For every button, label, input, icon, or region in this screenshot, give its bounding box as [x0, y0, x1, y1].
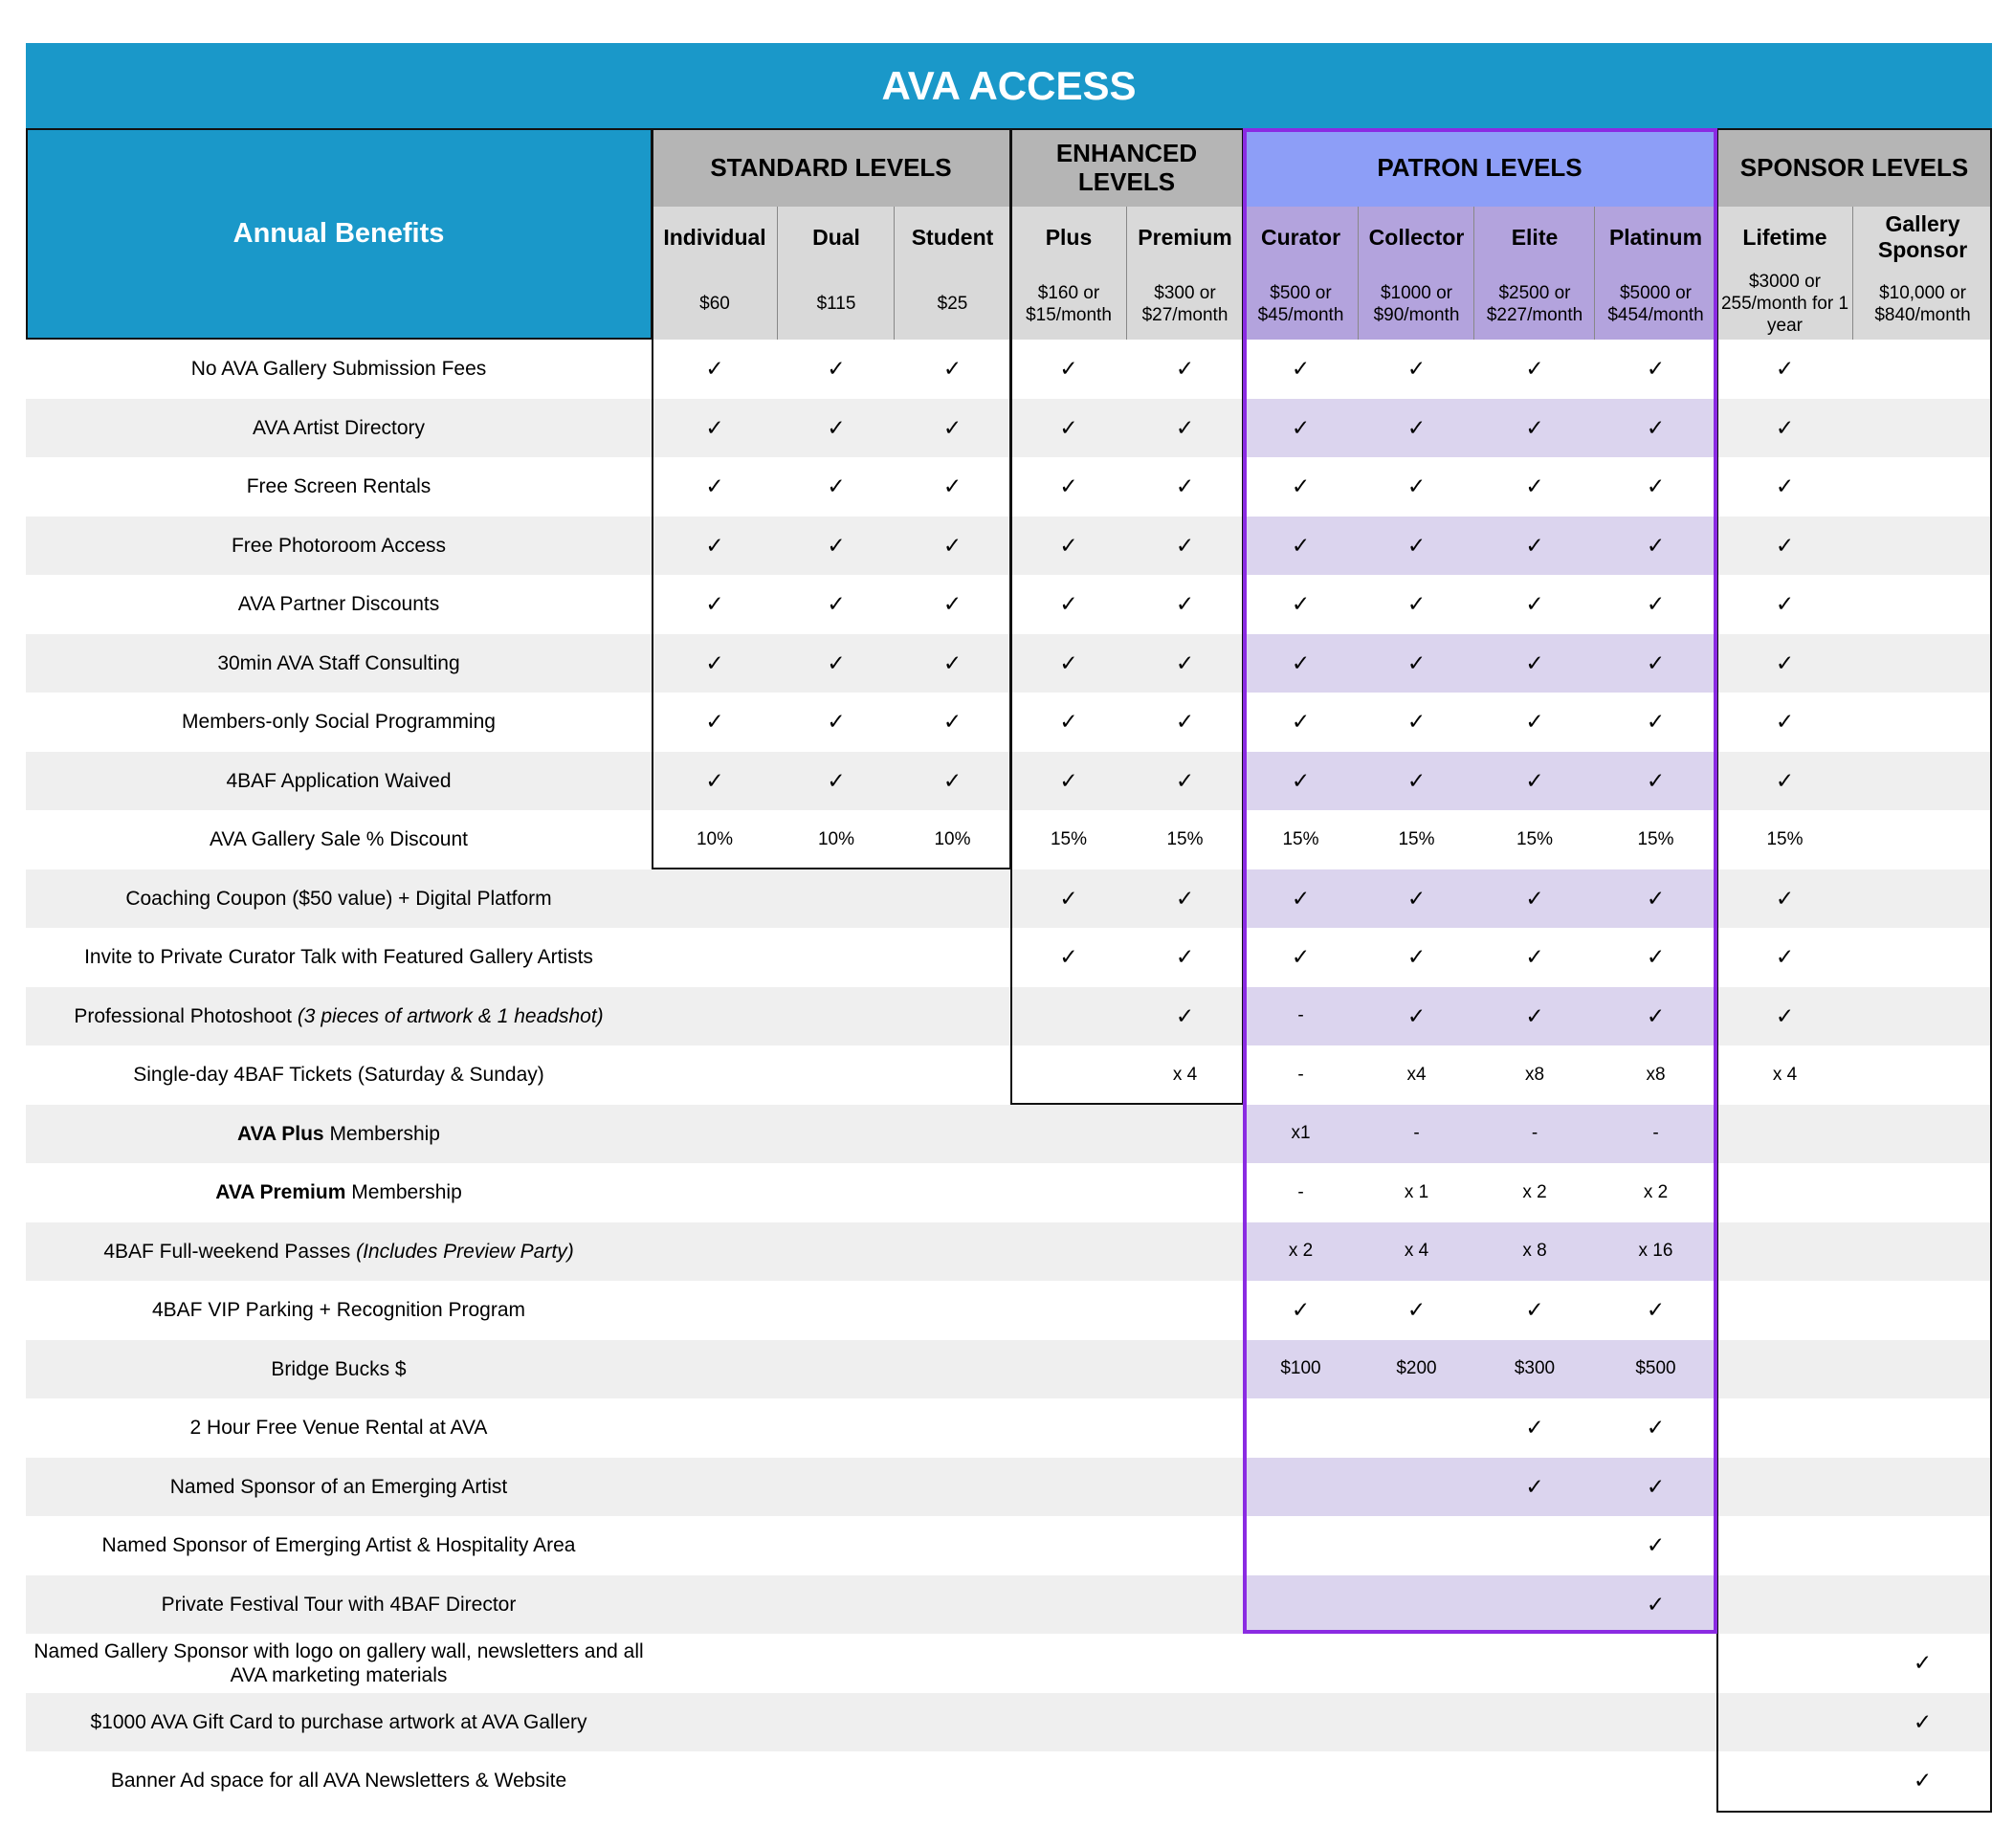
check-mark: ✓: [1406, 767, 1427, 793]
benefit-label-text: [271, 1357, 406, 1381]
benefit-label-main: Named Gallery Sponsor with logo on gallery wall, newsletters and all AVA marketing materials: [33, 1639, 649, 1686]
benefit-value: -: [1413, 1123, 1420, 1144]
benefit-label: [26, 575, 652, 634]
group-sponsor-levels: SPONSOR LEVELS: [1716, 128, 1992, 207]
check-mark: ✓: [705, 709, 724, 735]
check-mark: ✓: [1175, 767, 1195, 793]
check-mark: ✓: [705, 591, 724, 617]
check-mark: ✓: [1175, 944, 1195, 970]
group-standard-levels: STANDARD LEVELS: [652, 128, 1010, 207]
benefit-label-main: No AVA Gallery Submission Fees: [190, 358, 487, 381]
check-mark: ✓: [1525, 649, 1544, 675]
check-mark: ✓: [1646, 944, 1666, 970]
check-mark: ✓: [827, 356, 846, 382]
benefit-value: $500: [1635, 1358, 1676, 1379]
check-mark: ✓: [705, 649, 724, 675]
check-mark: ✓: [1059, 709, 1078, 735]
check-mark: ✓: [1406, 532, 1427, 558]
check-mark: ✓: [1291, 532, 1311, 558]
benefit-value: $100: [1280, 1358, 1321, 1379]
benefit-label-text: [232, 534, 446, 558]
level-price: $1000 or $90/month: [1373, 282, 1460, 325]
check-mark: ✓: [705, 767, 724, 793]
check-mark: ✓: [1525, 591, 1544, 617]
level-header-elite: [1474, 207, 1595, 340]
benefit-label-main: Invite to Private Curator Talk with Featured Gallery Artists: [84, 946, 593, 969]
benefit-label: [26, 1340, 652, 1399]
check-mark: ✓: [1291, 414, 1311, 440]
check-mark: ✓: [1059, 944, 1078, 970]
level-header-lifetime: [1716, 207, 1853, 340]
benefit-value: x1: [1291, 1123, 1311, 1144]
benefit-value: 15%: [1166, 828, 1204, 849]
level-price: $160 or $15/month: [1026, 282, 1112, 325]
check-mark: ✓: [827, 532, 846, 558]
check-mark: ✓: [1525, 1002, 1544, 1028]
check-mark: ✓: [1291, 473, 1311, 499]
benefit-label-text: [217, 651, 459, 675]
benefit-label: [26, 1516, 652, 1575]
benefit-value: x 16: [1638, 1241, 1673, 1262]
check-mark: ✓: [827, 414, 846, 440]
benefit-label-main: Professional Photoshoot: [74, 1004, 298, 1027]
group-patron-levels: PATRON LEVELS: [1243, 128, 1716, 207]
benefit-label-bold: AVA Premium: [215, 1181, 346, 1204]
level-price: $300 or $27/month: [1141, 282, 1228, 325]
benefit-label-main: Bridge Bucks $: [271, 1357, 407, 1380]
check-mark: ✓: [1646, 414, 1666, 440]
check-mark: ✓: [1775, 356, 1795, 382]
check-mark: ✓: [1406, 1297, 1427, 1323]
benefit-label: [26, 1751, 652, 1811]
benefit-label-text: [190, 1416, 488, 1440]
check-mark: ✓: [1913, 1708, 1933, 1734]
check-mark: ✓: [827, 649, 846, 675]
check-mark: ✓: [1525, 414, 1544, 440]
level-header-platinum: [1595, 207, 1716, 340]
check-mark: ✓: [1775, 649, 1795, 675]
check-mark: ✓: [1175, 414, 1195, 440]
benefit-value: 15%: [1050, 828, 1088, 849]
benefit-value: -: [1297, 1005, 1304, 1026]
benefit-label: [26, 399, 652, 458]
check-mark: ✓: [1059, 649, 1078, 675]
check-mark: ✓: [1406, 1002, 1427, 1028]
benefit-label-main: Named Sponsor of an Emerging Artist: [169, 1475, 508, 1498]
check-mark: ✓: [1646, 1415, 1666, 1441]
benefit-label-main: Private Festival Tour with 4BAF Director: [161, 1593, 517, 1616]
check-mark: ✓: [1525, 356, 1544, 382]
benefit-value: -: [1297, 1181, 1304, 1202]
benefit-label-text: [215, 1180, 462, 1204]
check-mark: ✓: [705, 532, 724, 558]
benefit-label-text: [210, 827, 468, 851]
benefit-value: x 8: [1522, 1241, 1547, 1262]
benefit-label: [26, 517, 652, 576]
benefit-label-text: [170, 1475, 508, 1499]
benefit-label-text: [90, 1710, 586, 1734]
benefit-value: -: [1652, 1123, 1659, 1144]
check-mark: ✓: [1406, 356, 1427, 382]
benefit-label: [26, 987, 652, 1046]
level-name: Platinum: [1608, 224, 1703, 250]
check-mark: ✓: [1406, 885, 1427, 911]
check-mark: ✓: [1646, 1591, 1666, 1617]
check-mark: ✓: [827, 767, 846, 793]
benefit-label-main: Membership: [323, 1122, 440, 1145]
benefit-value: 10%: [696, 828, 734, 849]
benefit-label: [26, 1458, 652, 1517]
benefit-label-main: Coaching Coupon ($50 value) + Digital Platform: [125, 887, 552, 910]
check-mark: ✓: [705, 356, 724, 382]
annual-benefits-header: Annual Benefits: [26, 128, 652, 340]
benefit-value: -: [1531, 1123, 1538, 1144]
check-mark: ✓: [1646, 532, 1666, 558]
check-mark: ✓: [1775, 473, 1795, 499]
check-mark: ✓: [1775, 532, 1795, 558]
check-mark: ✓: [1175, 532, 1195, 558]
check-mark: ✓: [1291, 767, 1311, 793]
check-mark: ✓: [1525, 767, 1544, 793]
check-mark: ✓: [1775, 414, 1795, 440]
check-mark: ✓: [942, 709, 963, 735]
group-enhanced-levels: ENHANCED LEVELS: [1010, 128, 1243, 207]
benefit-label: [26, 1398, 652, 1458]
check-mark: ✓: [1291, 649, 1311, 675]
benefit-label: [26, 810, 652, 869]
check-mark: ✓: [1646, 1002, 1666, 1028]
benefit-value: 10%: [817, 828, 855, 849]
benefit-label-main: Membership: [345, 1181, 462, 1204]
benefit-value: 15%: [1766, 828, 1804, 849]
benefit-label-main: 2 Hour Free Venue Rental at AVA: [189, 1417, 488, 1440]
benefit-label-bold: AVA Plus: [236, 1122, 324, 1145]
check-mark: ✓: [1175, 885, 1195, 911]
benefit-value: x8: [1524, 1064, 1545, 1085]
level-name: Dual: [812, 224, 860, 250]
check-mark: ✓: [1525, 1415, 1544, 1441]
check-mark: ✓: [1525, 709, 1544, 735]
benefit-label-main: Free Photoroom Access: [231, 534, 447, 557]
check-mark: ✓: [1525, 944, 1544, 970]
benefit-value: x 4: [1172, 1064, 1198, 1085]
level-price: $5000 or $454/month: [1607, 282, 1704, 325]
benefit-label: [26, 1693, 652, 1752]
check-mark: ✓: [1525, 1297, 1544, 1323]
check-mark: ✓: [942, 591, 963, 617]
check-mark: ✓: [1291, 709, 1311, 735]
check-mark: ✓: [827, 709, 846, 735]
check-mark: ✓: [1646, 1473, 1666, 1499]
benefit-label: [26, 1163, 652, 1222]
check-mark: ✓: [1059, 356, 1078, 382]
check-mark: ✓: [1175, 649, 1195, 675]
check-mark: ✓: [1291, 944, 1311, 970]
benefit-value: x 2: [1288, 1241, 1314, 1262]
check-mark: ✓: [1646, 767, 1666, 793]
benefit-value: x 4: [1404, 1241, 1429, 1262]
benefit-value: x4: [1406, 1064, 1427, 1085]
level-price: $10,000 or $840/month: [1874, 282, 1971, 325]
check-mark: ✓: [942, 532, 963, 558]
benefit-label-main: Free Screen Rentals: [246, 475, 432, 498]
benefit-label-text: [238, 592, 439, 616]
check-mark: ✓: [1059, 473, 1078, 499]
level-name: Elite: [1511, 224, 1559, 250]
check-mark: ✓: [1646, 1532, 1666, 1558]
benefit-label-main: AVA Partner Discounts: [237, 593, 440, 616]
check-mark: ✓: [1175, 709, 1195, 735]
check-mark: ✓: [942, 473, 963, 499]
benefit-label-text: [253, 416, 425, 440]
check-mark: ✓: [1291, 591, 1311, 617]
check-mark: ✓: [1291, 356, 1311, 382]
check-mark: ✓: [1775, 709, 1795, 735]
check-mark: ✓: [1059, 532, 1078, 558]
check-mark: ✓: [1406, 473, 1427, 499]
benefit-value: x 2: [1522, 1181, 1547, 1202]
check-mark: ✓: [1913, 1768, 1933, 1793]
benefit-label-text: [191, 357, 487, 381]
benefit-value: 15%: [1637, 828, 1674, 849]
benefit-label-main: Banner Ad space for all AVA Newsletters & Website: [110, 1770, 567, 1793]
check-mark: ✓: [1059, 885, 1078, 911]
benefit-label-text: [102, 1533, 576, 1557]
check-mark: ✓: [942, 649, 963, 675]
level-header-curator: [1243, 207, 1359, 340]
benefit-label: [26, 693, 652, 752]
benefit-value: x 1: [1404, 1181, 1429, 1202]
benefit-label-main: 4BAF Application Waived: [226, 769, 452, 792]
check-mark: ✓: [942, 414, 963, 440]
benefit-value: x8: [1646, 1064, 1666, 1085]
check-mark: ✓: [1059, 414, 1078, 440]
level-price: $2500 or $227/month: [1486, 282, 1583, 325]
benefit-label-main: AVA Artist Directory: [252, 416, 426, 439]
check-mark: ✓: [1775, 767, 1795, 793]
benefit-label-text: [111, 1769, 566, 1793]
check-mark: ✓: [1406, 944, 1427, 970]
benefit-label-text: [133, 1063, 544, 1087]
check-mark: ✓: [1059, 767, 1078, 793]
check-mark: ✓: [1646, 709, 1666, 735]
check-mark: ✓: [1646, 649, 1666, 675]
level-name: Premium: [1138, 224, 1232, 250]
benefit-label-text: [84, 945, 593, 969]
benefit-label-text: [152, 1298, 525, 1322]
benefit-label-main: 4BAF VIP Parking + Recognition Program: [151, 1299, 526, 1322]
check-mark: ✓: [1291, 885, 1311, 911]
benefit-value: 15%: [1398, 828, 1435, 849]
benefit-label-text: [162, 1593, 517, 1617]
benefit-label: [26, 928, 652, 987]
benefit-label: [26, 340, 652, 399]
benefit-label-main: 4BAF Full-weekend Passes: [103, 1240, 357, 1263]
benefit-value: x 4: [1772, 1064, 1798, 1085]
level-name: Individual: [663, 224, 766, 250]
benefit-value: 15%: [1282, 828, 1319, 849]
benefit-label-main: 30min AVA Staff Consulting: [217, 651, 460, 674]
benefit-label-text: [125, 887, 551, 911]
level-name: Lifetime: [1742, 224, 1827, 250]
benefit-label-main: AVA Gallery Sale % Discount: [209, 828, 468, 851]
check-mark: ✓: [1646, 356, 1666, 382]
benefit-label-italic: (Includes Preview Party): [356, 1240, 574, 1263]
level-name: Collector: [1368, 224, 1465, 250]
benefit-label: [26, 1575, 652, 1635]
benefit-label-text: [103, 1240, 573, 1264]
check-mark: ✓: [942, 767, 963, 793]
benefit-label-text: [182, 710, 496, 734]
level-header-premium: [1127, 207, 1243, 340]
check-mark: ✓: [1059, 591, 1078, 617]
benefit-label-main: $1000 AVA Gift Card to purchase artwork at AVA Gallery: [90, 1710, 587, 1733]
check-mark: ✓: [1646, 885, 1666, 911]
benefit-label-text: [226, 769, 451, 793]
check-mark: ✓: [827, 473, 846, 499]
level-header-collector: [1359, 207, 1474, 340]
benefit-label-main: Members-only Social Programming: [182, 711, 496, 734]
benefit-label-main: Single-day 4BAF Tickets (Saturday & Sunday): [133, 1064, 544, 1087]
benefit-label: [26, 752, 652, 811]
benefit-label-italic: (3 pieces of artwork & 1 headshot): [297, 1004, 604, 1027]
check-mark: ✓: [1646, 473, 1666, 499]
check-mark: ✓: [1175, 356, 1195, 382]
benefit-value: 15%: [1516, 828, 1554, 849]
benefit-value: 10%: [934, 828, 971, 849]
check-mark: ✓: [1775, 591, 1795, 617]
benefit-label: [26, 1281, 652, 1340]
benefit-value: -: [1297, 1064, 1304, 1085]
benefit-label: [26, 457, 652, 517]
benefit-label-text: [247, 474, 432, 498]
benefit-label: [26, 1045, 652, 1105]
check-mark: ✓: [1406, 709, 1427, 735]
check-mark: ✓: [1525, 473, 1544, 499]
check-mark: ✓: [1406, 591, 1427, 617]
check-mark: ✓: [1775, 944, 1795, 970]
check-mark: ✓: [1775, 885, 1795, 911]
check-mark: ✓: [1175, 591, 1195, 617]
level-price: $115: [816, 294, 856, 314]
benefit-value: $200: [1396, 1358, 1437, 1379]
page-title: AVA ACCESS: [26, 43, 1992, 128]
check-mark: ✓: [1525, 885, 1544, 911]
check-mark: ✓: [705, 414, 724, 440]
benefit-label-text: [74, 1004, 603, 1028]
check-mark: ✓: [1175, 473, 1195, 499]
level-price: $3000 or 255/month for 1 year: [1720, 272, 1849, 336]
check-mark: ✓: [1646, 1297, 1666, 1323]
benefit-label-text: [237, 1122, 440, 1146]
benefit-value: $300: [1514, 1358, 1556, 1379]
benefit-value: x 2: [1643, 1181, 1669, 1202]
check-mark: ✓: [1525, 532, 1544, 558]
level-header-individual: [652, 207, 778, 340]
check-mark: ✓: [1406, 649, 1427, 675]
benefit-label: [26, 634, 652, 693]
level-name: Student: [911, 224, 994, 250]
check-mark: ✓: [1175, 1002, 1195, 1028]
check-mark: ✓: [1913, 1650, 1933, 1676]
check-mark: ✓: [1525, 1473, 1544, 1499]
level-price: $60: [699, 294, 730, 314]
level-name: Gallery Sponsor: [1877, 211, 1968, 262]
benefit-label: [26, 869, 652, 929]
check-mark: ✓: [1775, 1002, 1795, 1028]
benefit-label: [26, 1222, 652, 1282]
level-name: Curator: [1260, 224, 1341, 250]
level-header-plus: [1010, 207, 1127, 340]
check-mark: ✓: [1406, 414, 1427, 440]
check-mark: ✓: [1291, 1297, 1311, 1323]
level-name: Plus: [1045, 224, 1093, 250]
level-price: $25: [937, 294, 968, 314]
benefit-label: [26, 1634, 652, 1693]
level-header-student: [895, 207, 1010, 340]
benefit-label: [26, 1105, 652, 1164]
check-mark: ✓: [942, 356, 963, 382]
benefit-label-main: Named Sponsor of Emerging Artist & Hospitality Area: [101, 1534, 576, 1557]
benefit-label-text: [32, 1639, 649, 1687]
level-price: $500 or $45/month: [1257, 282, 1344, 325]
level-header-dual: [778, 207, 895, 340]
check-mark: ✓: [827, 591, 846, 617]
check-mark: ✓: [1646, 591, 1666, 617]
level-header-gallery-sponsor: [1853, 207, 1992, 340]
check-mark: ✓: [705, 473, 724, 499]
